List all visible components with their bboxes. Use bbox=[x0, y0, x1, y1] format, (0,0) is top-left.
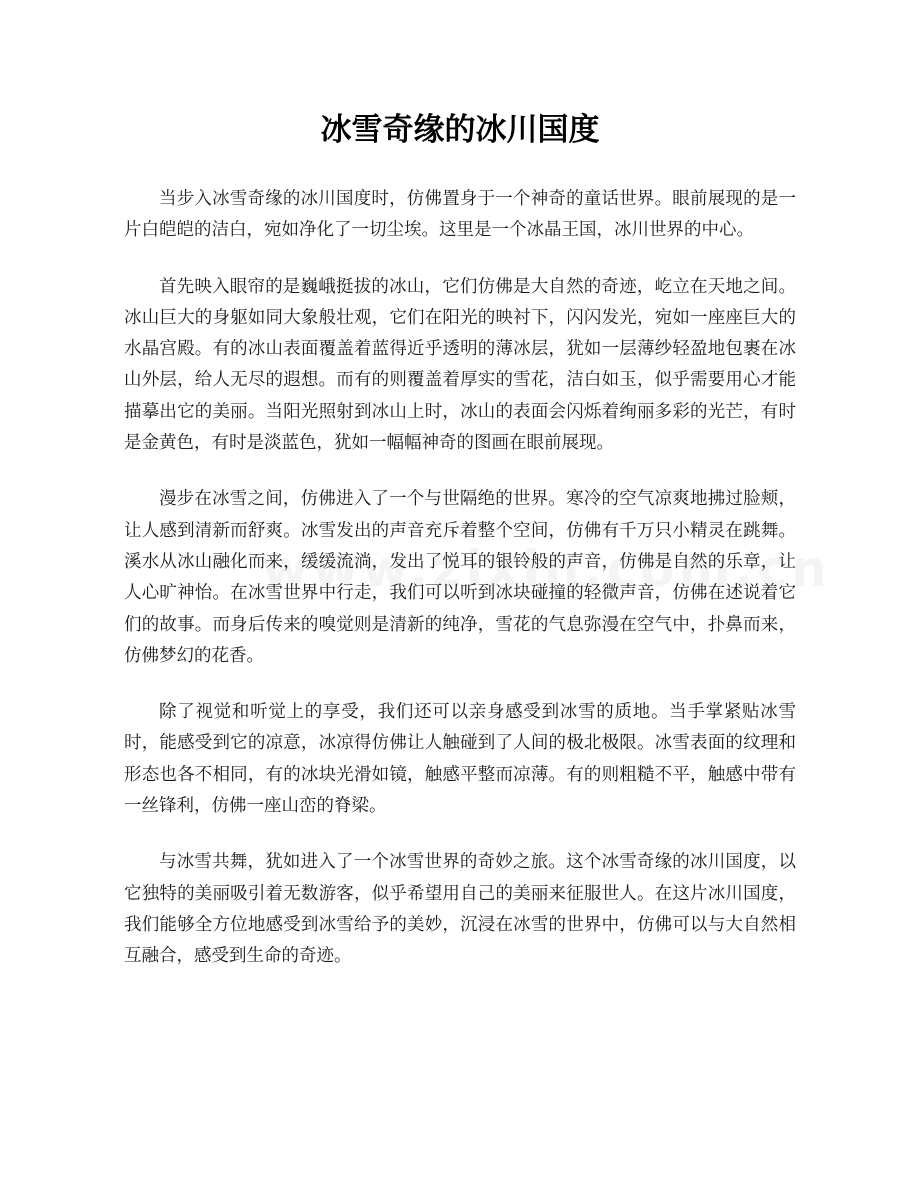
paragraph-5: 与冰雪共舞，犹如进入了一个冰雪世界的奇妙之旅。这个冰雪奇缘的冰川国度，以它独特的美丽吸引着无数游客，似乎希望用自己的美丽来征服世人。在这片冰川国度，我们能够全方位地感受到冰雪给予的美妙，沉浸在冰雪的世界中，仿佛可以与大自然相互融合，感受到生命的奇迹。 bbox=[124, 852, 796, 967]
paragraph-3: 漫步在冰雪之间，仿佛进入了一个与世隔绝的世界。寒冷的空气凉爽地拂过脸颊，让人感到清新而舒爽。冰雪发出的声音充斥着整个空间，仿佛有千万只小精灵在跳舞。溪水从冰山融化而来，缓缓流淌，发出了悦耳的银铃般的声音，仿佛是自然的乐章，让人心旷神怡。在冰雪世界中行走，我们可以听到冰块碰撞的轻微声音，仿佛在述说着它们的故事。而身后传来的嗅觉则是清新的纯净，雪花的气息弥漫在空气中，扑鼻而来，仿佛梦幻的花香。 bbox=[124, 489, 796, 666]
paragraph-4: 除了视觉和听觉上的享受，我们还可以亲身感受到冰雪的质地。当手掌紧贴冰雪时，能感受到它的凉意，冰凉得仿佛让人触碰到了人间的极北极限。冰雪表面的纹理和形态也各不相同，有的冰块光滑如镜，触感平整而凉薄。有的则粗糙不平，触感中带有一丝锋利，仿佛一座山峦的脊梁。 bbox=[124, 702, 796, 817]
paragraph-2: 首先映入眼帘的是巍峨挺拔的冰山，它们仿佛是大自然的奇迹，屹立在天地之间。冰山巨大的身躯如同大象般壮观，它们在阳光的映衬下，闪闪发光，宛如一座座巨大的水晶宫殿。有的冰山表面覆盖着蓝得近乎透明的薄冰层，犹如一层薄纱轻盈地包裹在冰山外层，给人无尽的遐想。而有的则覆盖着厚实的雪花，洁白如玉，似乎需要用心才能描摹出它的美丽。当阳光照射到冰山上时，冰山的表面会闪烁着绚丽多彩的光芒，有时是金黄色，有时是淡蓝色，犹如一幅幅神奇的图画在眼前展现。 bbox=[124, 276, 796, 454]
page-title: 冰雪奇缘的冰川国度 bbox=[320, 112, 600, 148]
paragraph-1: 当步入冰雪奇缘的冰川国度时，仿佛置身于一个神奇的童话世界。眼前展现的是一片白皑皑的洁白，宛如净化了一切尘埃。这里是一个冰晶王国，冰川世界的中心。 bbox=[124, 189, 796, 241]
article-body bbox=[124, 184, 796, 998]
